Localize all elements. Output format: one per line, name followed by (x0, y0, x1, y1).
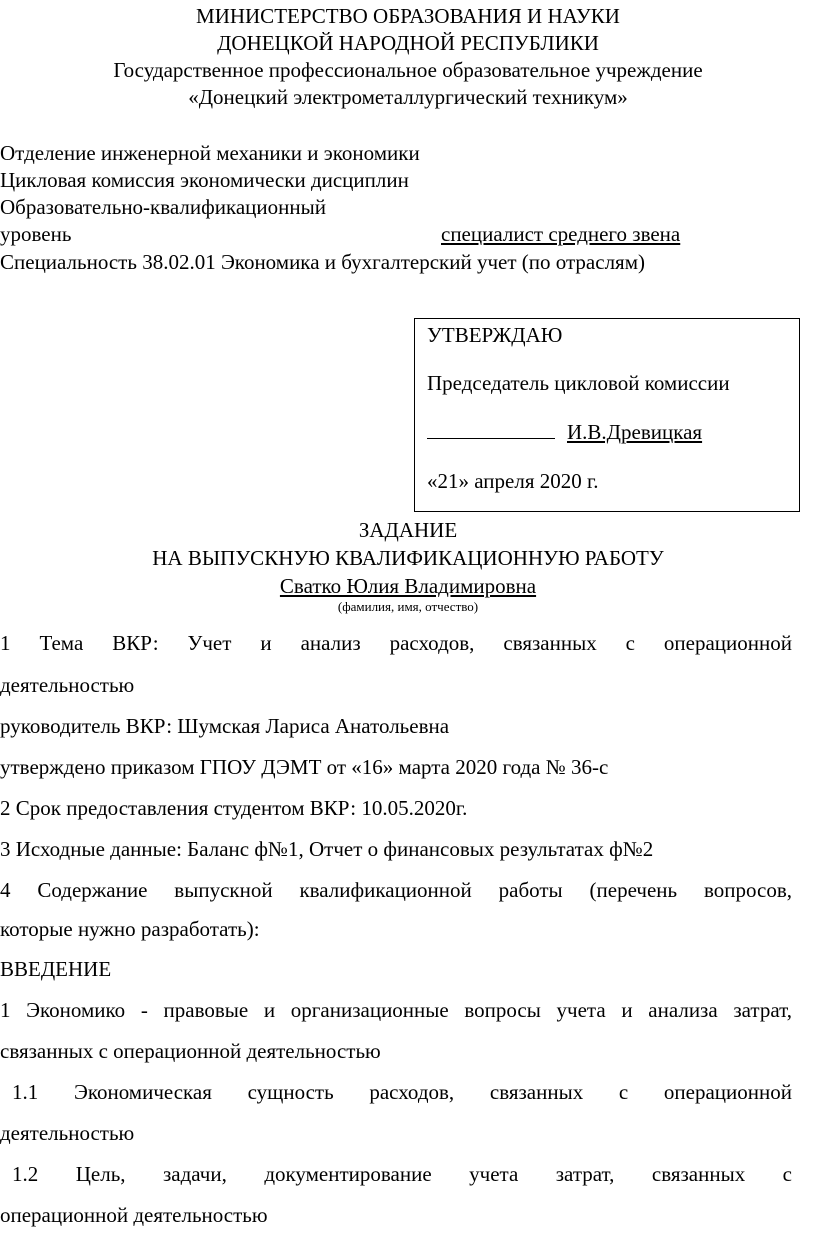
topic-line-1: 1 Тема ВКР: Учет и анализ расходов, связанных с операционной (0, 631, 792, 655)
approval-signature-row (427, 420, 702, 445)
section-1-2-line-2: операционной деятельностью (0, 1203, 268, 1227)
chapter-1-line-1: 1 Экономико - правовые и организационные вопросы учета и анализа затрат, (0, 998, 792, 1022)
approval-position: Председатель цикловой комиссии (427, 371, 730, 395)
intro: ВВЕДЕНИЕ (0, 957, 112, 981)
level-label-1: Образовательно-квалификационный (0, 195, 326, 219)
approval-date: «21» апреля 2020 г. (427, 469, 599, 493)
institution-line-2: «Донецкий электрометаллургический техникум» (188, 85, 628, 109)
department: Отделение инженерной механики и экономики (0, 141, 420, 165)
student-caption: (фамилия, имя, отчество) (337, 599, 479, 614)
approval-title: УТВЕРЖДАЮ (427, 323, 563, 347)
level-value: специалист среднего звена (441, 222, 681, 246)
level-label-2: уровень (0, 222, 72, 246)
section-1-1-line-2: деятельностью (0, 1121, 135, 1145)
supervisor: руководитель ВКР: Шумская Лариса Анатольевна (0, 714, 450, 738)
content-line-1: 4 Содержание выпускной квалификационной работы (перечень вопросов, (0, 878, 792, 902)
specialty: Специальность 38.02.01 Экономика и бухгалтерский учет (по отраслям) (0, 250, 645, 274)
assignment-title-2: НА ВЫПУСКНУЮ КВАЛИФИКАЦИОННУЮ РАБОТУ (152, 546, 664, 570)
signature-line (427, 420, 555, 439)
order: утверждено приказом ГПОУ ДЭМТ от «16» марта 2020 года № 36-с (0, 755, 609, 779)
deadline: 2 Срок предоставления студентом ВКР: 10.05.2020г. (0, 796, 468, 820)
assignment-title-1: ЗАДАНИЕ (358, 518, 458, 542)
section-1-2-line-1: 1.2 Цель, задачи, документирование учета затрат, связанных с (12, 1162, 792, 1186)
section-1-1-line-1: 1.1 Экономическая сущность расходов, связанных с операционной (12, 1080, 792, 1104)
student-name-row (0, 574, 816, 599)
topic-line-2: деятельностью (0, 673, 135, 697)
approval-box (414, 318, 800, 512)
institution-line-1: Государственное профессиональное образовательное учреждение (113, 58, 703, 82)
content-line-2: которые нужно разработать): (0, 917, 260, 941)
student-name: Сватко Юлия Владимировна (279, 574, 537, 598)
source-data: 3 Исходные данные: Баланс ф№1, Отчет о финансовых результатах ф№2 (0, 837, 654, 861)
ministry-line-2: ДОНЕЦКОЙ НАРОДНОЙ РЕСПУБЛИКИ (217, 31, 599, 55)
commission: Цикловая комиссия экономически дисциплин (0, 168, 409, 192)
approval-signatory: И.В.Древицкая (567, 420, 703, 444)
ministry-line-1: МИНИСТЕРСТВО ОБРАЗОВАНИЯ И НАУКИ (196, 4, 620, 28)
chapter-1-line-2: связанных с операционной деятельностью (0, 1039, 381, 1063)
